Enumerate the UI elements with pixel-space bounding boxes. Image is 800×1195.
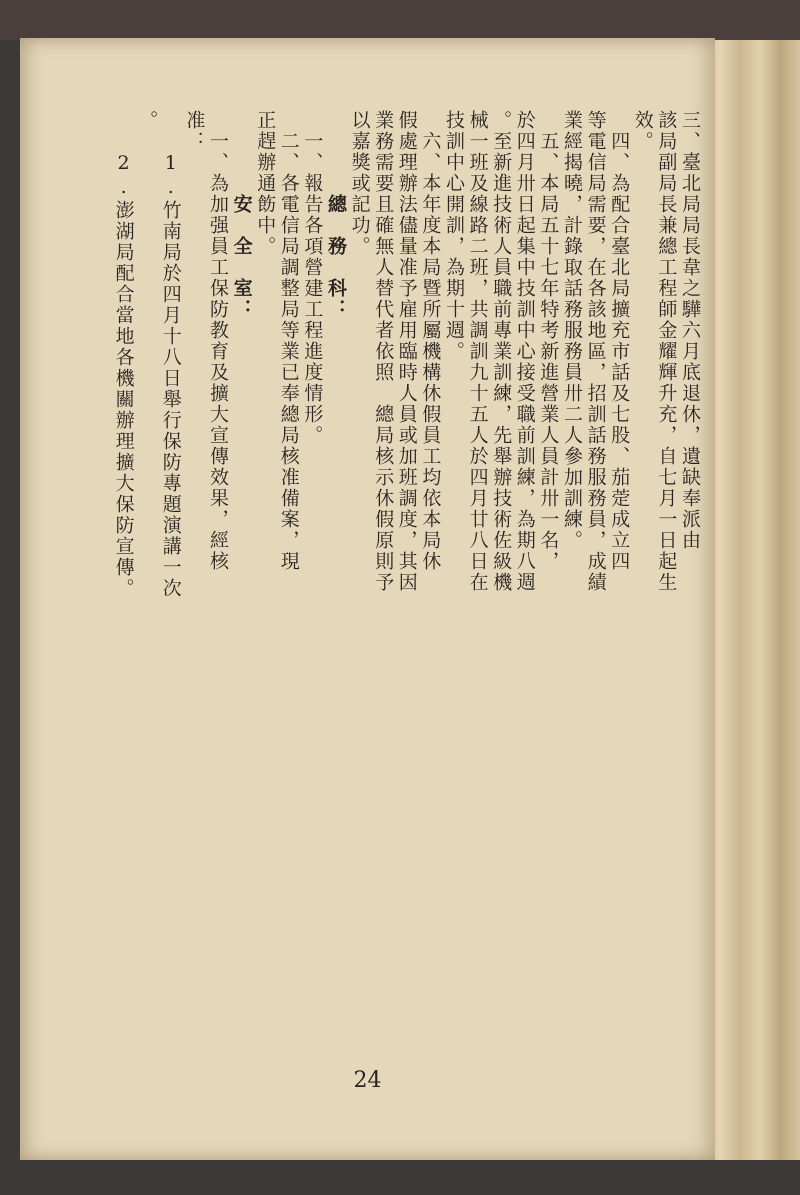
text-column: 技訓中心開訓，為期十週。 — [443, 110, 465, 362]
text-column: 效。 — [631, 110, 654, 152]
text-column: 六、本年度本局暨所屬機構休假員工均依本局休 — [419, 131, 442, 572]
text-column: 四、為配合臺北局擴充市話及七股、茄萣成立四 — [608, 131, 631, 572]
section-heading: 安 全 室： — [230, 194, 253, 320]
text-column: 於四月卅日起集中技訓中心接受職前訓練，為期八週 — [513, 110, 536, 593]
text-column: 二、各電信局調整局等業已奉總局核准備案，現 — [277, 131, 300, 572]
document-page — [20, 38, 715, 1160]
text-column: 等電信局需要，在各該地區，招訓話務服務員，成績 — [584, 110, 607, 593]
text-column: 一、報告各項營建工程進度情形。 — [301, 131, 324, 446]
text-column: 一、為加强員工保防教育及擴大宣傳效果，經核 — [207, 131, 229, 572]
text-column: 該局副局長兼總工程師金耀輝升充，自七月一日起生 — [655, 110, 678, 593]
text-column: 五、本局五十七年特考新進營業人員計卅一名， — [537, 131, 560, 572]
text-column: 以嘉獎或記功。 — [348, 110, 371, 257]
text-column: 。 — [136, 110, 159, 131]
text-column: 假處理辦法儘量准予雇用臨時人員或加班調度，其因 — [395, 110, 418, 593]
text-column: 械一班及線路二班，共調訓九十五人於四月廿八日在 — [466, 110, 489, 593]
text-column: 三、臺北局局長韋之驊六月底退休，遺缺奉派由 — [679, 110, 701, 551]
text-column: 2.澎湖局配合當地各機關辦理擴大保防宣傳。 — [112, 152, 135, 599]
text-column: 准： — [183, 110, 206, 152]
book-cover-edge — [0, 0, 800, 40]
section-heading: 總 務 科： — [325, 194, 347, 320]
text-column: 正趕辦通飭中。 — [254, 110, 277, 257]
page-edges — [700, 40, 800, 1160]
text-column: 。至新進技術人員職前專業訓練，先舉辦技術佐級機 — [490, 110, 513, 593]
page-number: 24 — [353, 1068, 382, 1093]
text-column: 業經揭曉，計錄取話務服務員卅二人參加訓練。 — [561, 110, 583, 551]
text-column: 業務需要且確無人替代者依照 總局核示休假原則予 — [372, 110, 395, 593]
text-columns — [108, 110, 703, 1110]
text-column: 1.竹南局於四月十八日舉行保防專題演講一次 — [159, 152, 182, 599]
